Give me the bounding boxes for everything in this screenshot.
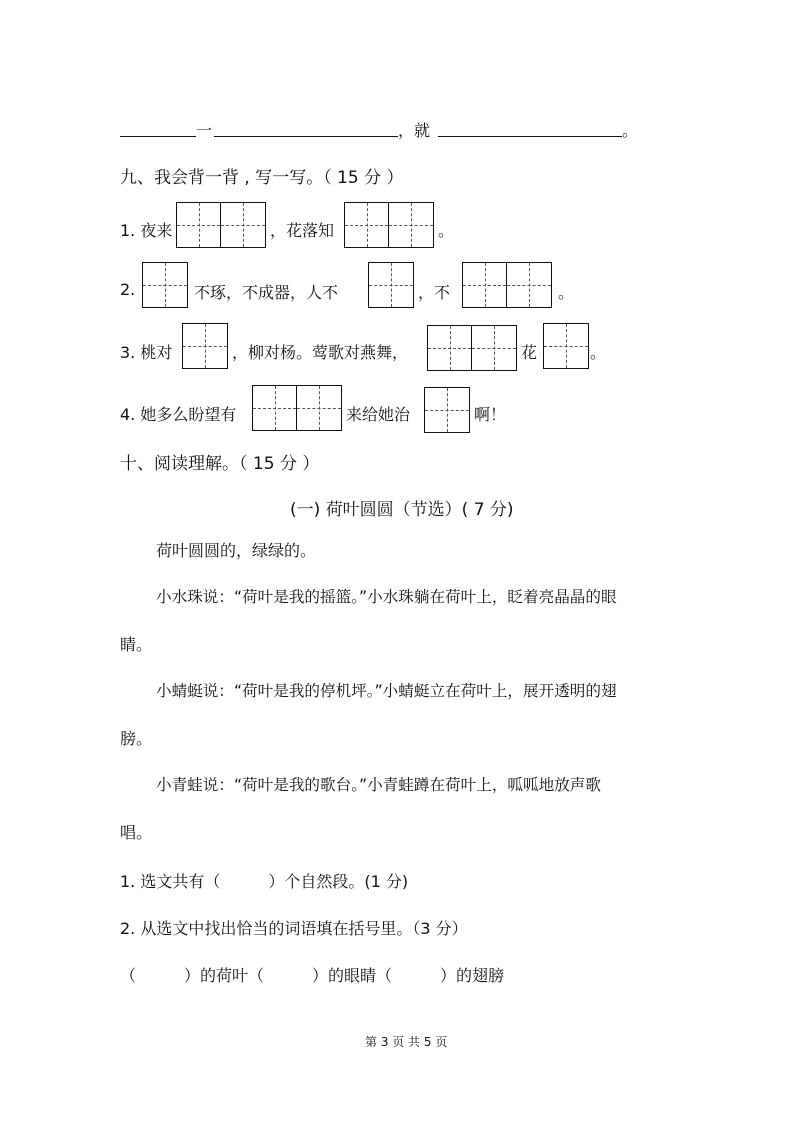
passage-paragraph-1: 荷叶圆圆的，绿绿的。 — [156, 541, 317, 560]
question-1: 1. 选文共有（ ）个自然段。(1 分) — [120, 872, 409, 891]
writing-cell[interactable] — [143, 263, 187, 307]
page-footer: 第 3 页 共 5 页 — [365, 1035, 448, 1049]
q1-end: 。 — [438, 221, 455, 240]
tianzige-q1-b[interactable] — [344, 202, 434, 248]
writing-cell[interactable] — [389, 203, 433, 247]
q2-mid1: 不琢，不成器，人不 — [194, 283, 339, 302]
q3-mid1: ，柳对杨。莺歌对燕舞， — [232, 343, 409, 362]
writing-cell[interactable] — [463, 263, 507, 307]
writing-cell[interactable] — [507, 263, 551, 307]
q2-end: 。 — [558, 283, 575, 302]
text-period: 。 — [622, 121, 639, 140]
passage-paragraph-3-line1: 小蜻蜓说：“荷叶是我的停机坪。”小蜻蜓立在荷叶上，展开透明的翅 — [156, 682, 617, 700]
writing-cell[interactable] — [345, 203, 389, 247]
q3-prefix: 3. 桃对 — [120, 343, 173, 362]
tianzige-q3-c[interactable] — [543, 323, 589, 369]
passage-paragraph-2-line2: 睛。 — [120, 635, 153, 654]
passage-paragraph-4-line2: 唱。 — [120, 823, 153, 842]
blank-line-3[interactable] — [438, 136, 622, 137]
q4-prefix: 4. 她多么盼望有 — [120, 405, 237, 424]
q2-mid2: ，不 — [418, 283, 451, 302]
text-yi: 一 — [196, 121, 213, 140]
writing-cell[interactable] — [253, 386, 297, 430]
tianzige-q4-a[interactable] — [252, 385, 342, 431]
passage-paragraph-2-line1: 小水珠说：“荷叶是我的摇篮。”小水珠躺在荷叶上，眨着亮晶晶的眼 — [156, 588, 617, 606]
tianzige-q2-a[interactable] — [142, 262, 188, 308]
passage-paragraph-4-line1: 小青蛙说：“荷叶是我的歌台。”小青蛙蹲在荷叶上，呱呱地放声歌 — [156, 776, 601, 794]
q4-mid: 来给她治 — [346, 405, 411, 424]
q3-mid2: 花 — [521, 343, 538, 362]
q1-mid: ，花落知 — [270, 221, 335, 240]
q2-prefix: 2. — [120, 280, 136, 299]
writing-cell[interactable] — [472, 326, 516, 370]
passage-title: (一) 荷叶圆圆（节选）( 7 分) — [290, 500, 514, 520]
blank-line-1[interactable] — [120, 136, 196, 137]
tianzige-q3-b[interactable] — [427, 325, 517, 371]
writing-cell[interactable] — [297, 386, 341, 430]
q3-end: 。 — [590, 343, 607, 362]
tianzige-q4-b[interactable] — [424, 387, 470, 433]
writing-cell[interactable] — [183, 324, 227, 368]
text-comma-jiu: ，就 — [398, 121, 431, 140]
tianzige-q1-a[interactable] — [176, 202, 266, 248]
tianzige-q3-a[interactable] — [182, 323, 228, 369]
section9-heading: 九、我会背一背 , 写一写。（ 15 分 ） — [120, 168, 404, 188]
section10-heading: 十、阅读理解。（ 15 分 ） — [120, 454, 320, 474]
writing-cell[interactable] — [428, 326, 472, 370]
writing-cell[interactable] — [369, 263, 413, 307]
writing-cell[interactable] — [544, 324, 588, 368]
blank-line-2[interactable] — [214, 136, 398, 137]
question-2-blanks[interactable]: （ ）的荷叶（ ）的眼睛（ ）的翅膀 — [120, 966, 505, 985]
q4-end: 啊！ — [474, 405, 507, 424]
tianzige-q2-b[interactable] — [368, 262, 414, 308]
tianzige-q2-c[interactable] — [462, 262, 552, 308]
question-2: 2. 从选文中找出恰当的词语填在括号里。（3 分） — [120, 919, 468, 938]
writing-cell[interactable] — [221, 203, 265, 247]
passage-paragraph-3-line2: 膀。 — [120, 729, 153, 748]
q1-prefix: 1. 夜来 — [120, 221, 173, 240]
writing-cell[interactable] — [425, 388, 469, 432]
writing-cell[interactable] — [177, 203, 221, 247]
